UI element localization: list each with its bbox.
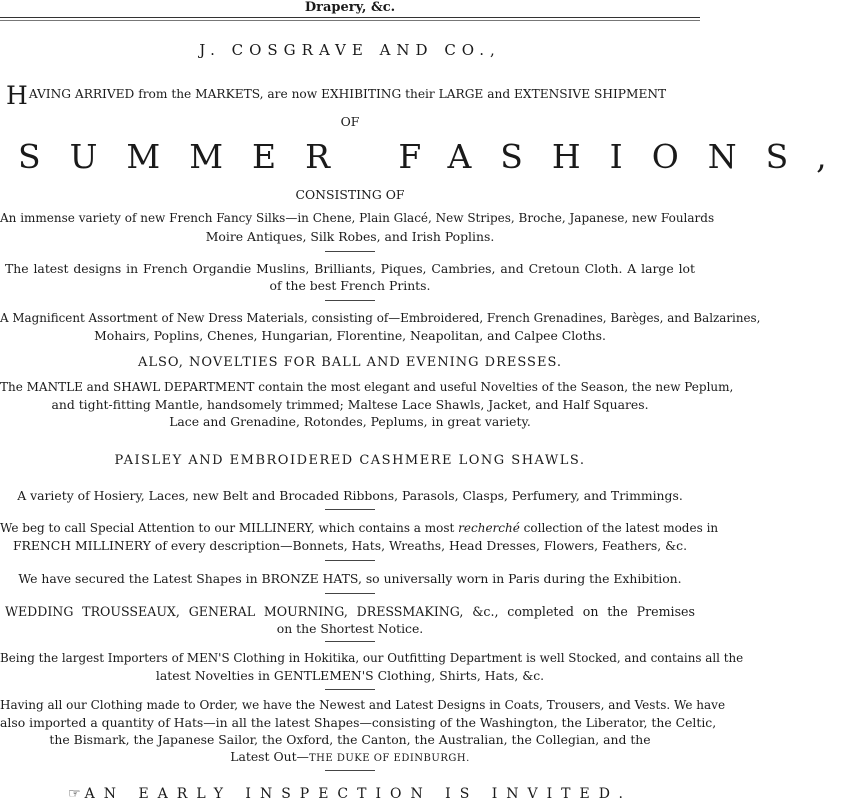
headline: SUMMER FASHIONS,	[18, 137, 856, 176]
organdie-line-2: of the best French Prints.	[269, 278, 431, 293]
pointing-hand-icon: ☞	[68, 786, 81, 802]
word: latest	[33, 261, 69, 276]
word: DRESSMAKING,	[356, 604, 464, 619]
closing-text: AN EARLY INSPECTION IS INVITED.	[84, 786, 632, 802]
drop-cap: H	[6, 81, 28, 110]
millinery-italic: recherché	[458, 521, 520, 535]
word: The	[5, 261, 29, 276]
word: Premises	[636, 604, 695, 619]
mantle-line-3: Lace and Grenadine, Rotondes, Peplums, in great variety.	[169, 414, 531, 429]
clothing-line-4	[0, 748, 700, 767]
millinery-text-end: collection of the latest modes in	[519, 521, 719, 535]
word: lot	[678, 261, 695, 276]
divider	[325, 509, 375, 510]
word: designs	[73, 261, 122, 276]
organdie-line-1	[5, 260, 695, 277]
divider	[325, 689, 375, 690]
dress-materials-line-2: Mohairs, Poplins, Chenes, Hungarian, Florentine, Neapolitan, and Calpee Cloths.	[94, 328, 606, 343]
word: Cambries,	[431, 261, 496, 276]
clothing-line-2: also imported a quantity of Hats—in all the latest Shapes—consisting of the Washington, the Liberator, the Celtic,	[0, 715, 717, 730]
divider	[325, 593, 375, 594]
silks-line-2: Moire Antiques, Silk Robes, and Irish Poplins.	[205, 229, 495, 244]
word: French	[142, 261, 188, 276]
mens-line-2: latest Novelties in GENTLEMEN'S Clothing, Shirts, Hats, &c.	[155, 668, 545, 683]
header-rule-inner	[0, 20, 700, 21]
divider	[325, 300, 375, 301]
divider	[325, 560, 375, 561]
intro-of: OF	[340, 114, 360, 129]
divider	[325, 770, 375, 771]
word: GENERAL	[188, 604, 256, 619]
millinery-line-1	[0, 520, 719, 537]
intro-line	[6, 81, 698, 110]
word: completed	[507, 604, 574, 619]
divider	[325, 251, 375, 252]
silks-line-1: An immense variety of new French Fancy Silks—in Chene, Plain Glacé, New Stripes, Broche, Japanese, new Foulards	[0, 211, 715, 225]
mantle-line-1: The MANTLE and SHAWL DEPARTMENT contain the most elegant and useful Novelties of the Season, the new Peplum,	[0, 380, 734, 394]
word: Brilliants,	[314, 261, 376, 276]
consisting-of: CONSISTING OF	[295, 187, 405, 202]
novelties-heading: ALSO, NOVELTIES FOR BALL AND EVENING DRESSES.	[137, 355, 563, 370]
word: Organdie	[192, 261, 252, 276]
wedding-line-2: on the Shortest Notice.	[276, 621, 424, 636]
dress-materials-line-1: A Magnificent Assortment of New Dress Materials, consisting of—Embroidered, French Grenadines, Barèges, and Balzarines,	[0, 311, 761, 325]
word: TROUSSEAUX,	[82, 604, 180, 619]
intro-text: AVING ARRIVED from the MARKETS, are now EXHIBITING their LARGE and EXTENSIVE SHIPMENT	[28, 87, 667, 101]
word: and	[500, 261, 524, 276]
bronze-hats-line: We have secured the Latest Shapes in BRONZE HATS, so universally worn in Paris during the Exhibition.	[18, 571, 682, 586]
word: &c.,	[472, 604, 499, 619]
shawls-heading: PAISLEY AND EMBROIDERED CASHMERE LONG SHAWLS.	[114, 453, 586, 468]
section-header: Drapery, &c.	[304, 0, 396, 15]
word: Cloth.	[584, 261, 623, 276]
word: large	[641, 261, 674, 276]
word: MOURNING,	[263, 604, 348, 619]
word: Piques,	[380, 261, 427, 276]
firm-name: J. COSGRAVE AND CO.,	[199, 41, 501, 59]
millinery-line-2: FRENCH MILLINERY of every description—Bonnets, Hats, Wreaths, Head Dresses, Flowers, Feathers, &c.	[12, 538, 688, 553]
clothing-line-1: Having all our Clothing made to Order, we have the Newest and Latest Designs in Coats, Trousers, and Vests. We have	[0, 698, 726, 712]
mantle-line-2: and tight-fitting Mantle, handsomely trimmed; Maltese Lace Shawls, Jacket, and Half Squares.	[51, 397, 649, 412]
header-rule	[0, 17, 700, 18]
latest-out-text: Latest Out—	[230, 749, 309, 764]
clothing-line-3: the Bismark, the Japanese Sailor, the Oxford, the Canton, the Australian, the Collegian, and the	[49, 732, 651, 747]
millinery-text: We beg to call Special Attention to our MILLINERY, which contains a most	[0, 521, 459, 535]
mens-line-1: Being the largest Importers of MEN'S Clothing in Hokitika, our Outfitting Department is well Stocked, and contains all the	[0, 651, 744, 665]
word: WEDDING	[5, 604, 74, 619]
word: on	[582, 604, 599, 619]
closing-line	[0, 785, 700, 803]
hosiery-line: A variety of Hosiery, Laces, new Belt and Brocaded Ribbons, Parasols, Clasps, Perfumery, and Trimmings.	[17, 488, 683, 503]
word: Muslins,	[256, 261, 310, 276]
divider	[325, 641, 375, 642]
word: the	[607, 604, 628, 619]
word: A	[627, 261, 637, 276]
duke-of-edinburgh: THE DUKE OF EDINBURGH.	[308, 753, 470, 764]
word: in	[126, 261, 139, 276]
wedding-line-1	[5, 603, 695, 620]
word: Cretoun	[528, 261, 580, 276]
